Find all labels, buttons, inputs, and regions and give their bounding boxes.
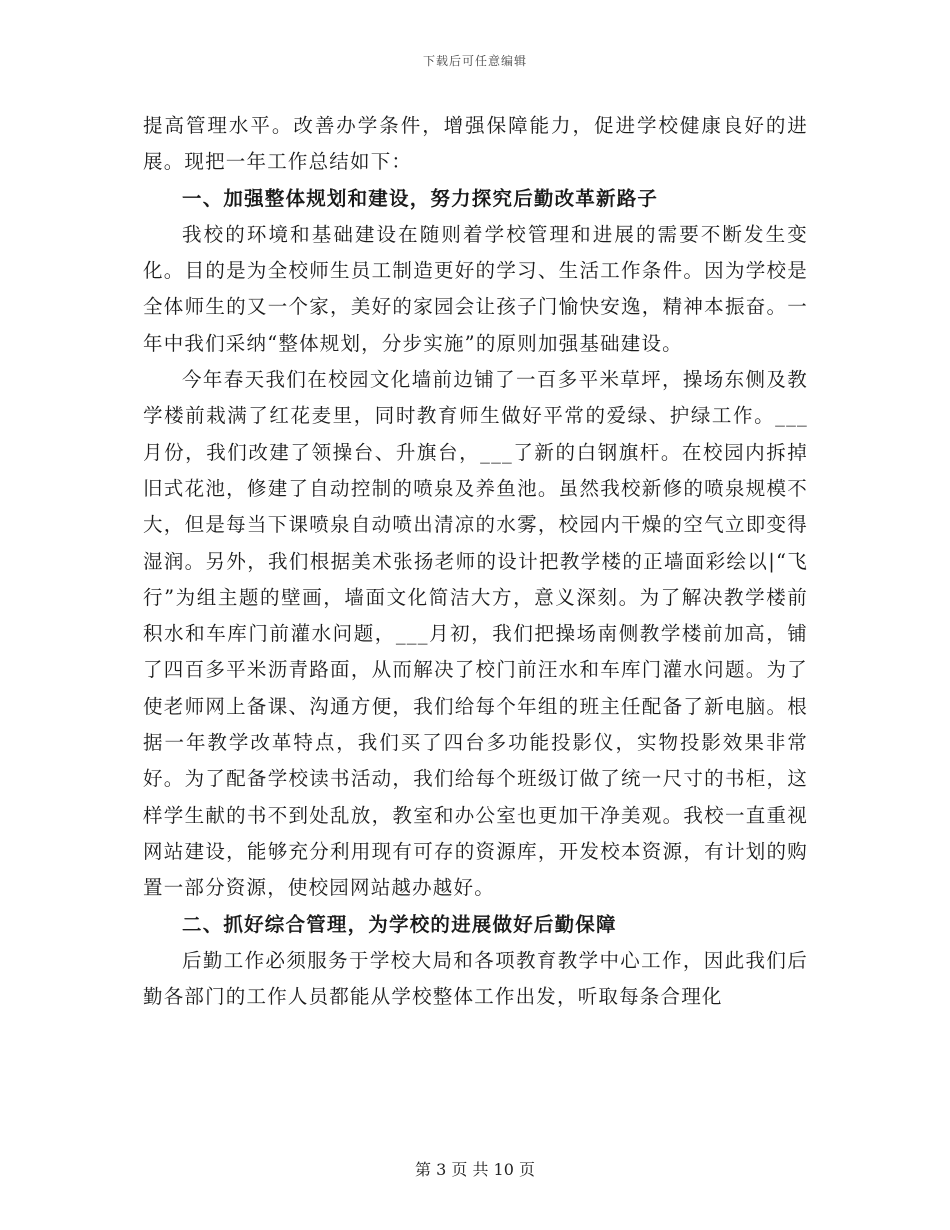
- paragraph-3: 后勤工作必须服务于学校大局和各项教育教学中心工作，因此我们后勤各部门的工作人员都能从学校整体工作出发，听取每条合理化: [143, 948, 808, 1009]
- page-number-footer: 第 3 页 共 10 页: [415, 1160, 535, 1179]
- document-body: [143, 108, 808, 1015]
- page-header-note: 下载后可任意编辑: [422, 54, 527, 68]
- section-heading-1: 一、加强整体规划和建设，努力探究后勤改革新路子: [182, 186, 659, 210]
- paragraph-2: 今年春天我们在校园文化墙前边铺了一百多平米草坪，操场东侧及教学楼前栽满了红花麦里，同时教育师生做好平常的爱绿、护绿工作。___月份，我们改建了领操台、升旗台，___了新的白钢旗杆。在校园内拆掉旧式花池，修建了自动控制的喷泉及养鱼池。虽然我校新修的喷泉规模不大，但是每当下课喷泉自动喷出清凉的水雾，校园内干燥的空气立即变得湿润。另外，我们根据美术张扬老师的设计把教学楼的正墙面彩绘以|“飞行”为组主题的壁画，墙面文化简洁大方，意义深刻。为了解决教学楼前积水和车库门前灌水问题，___月初，我们把操场南侧教学楼前加高，铺了四百多平米沥青路面，从而解决了校门前汪水和车库门灌水问题。为了使老师网上备课、沟通方便，我们给每个年组的班主任配备了新电脑。根据一年教学改革特点，我们买了四台多功能投影仪，实物投影效果非常好。为了配备学校读书活动，我们给每个班级订做了统一尺寸的书柜，这样学生献的书不到处乱放，教室和办公室也更加干净美观。我校一直重视网站建设，能够充分利用现有可存的资源库，开发校本资源，有计划的购置一部分资源，使校园网站越办越好。: [143, 368, 808, 900]
- section-heading-2: 二、抓好综合管理，为学校的进展做好后勤保障: [182, 912, 617, 936]
- paragraph-1: 我校的环境和基础建设在随则着学校管理和进展的需要不断发生变化。目的是为全校师生员工制造更好的学习、生活工作条件。因为学校是全体师生的又一个家，美好的家园会让孩子门愉快安逸，精神本振奋。一年中我们采纳“整体规划，分步实施”的原则加强基础建设。: [143, 222, 808, 355]
- paragraph-intro: 提高管理水平。改善办学条件，增强保障能力，促进学校健康良好的进展。现把一年工作总结如下：: [143, 114, 808, 174]
